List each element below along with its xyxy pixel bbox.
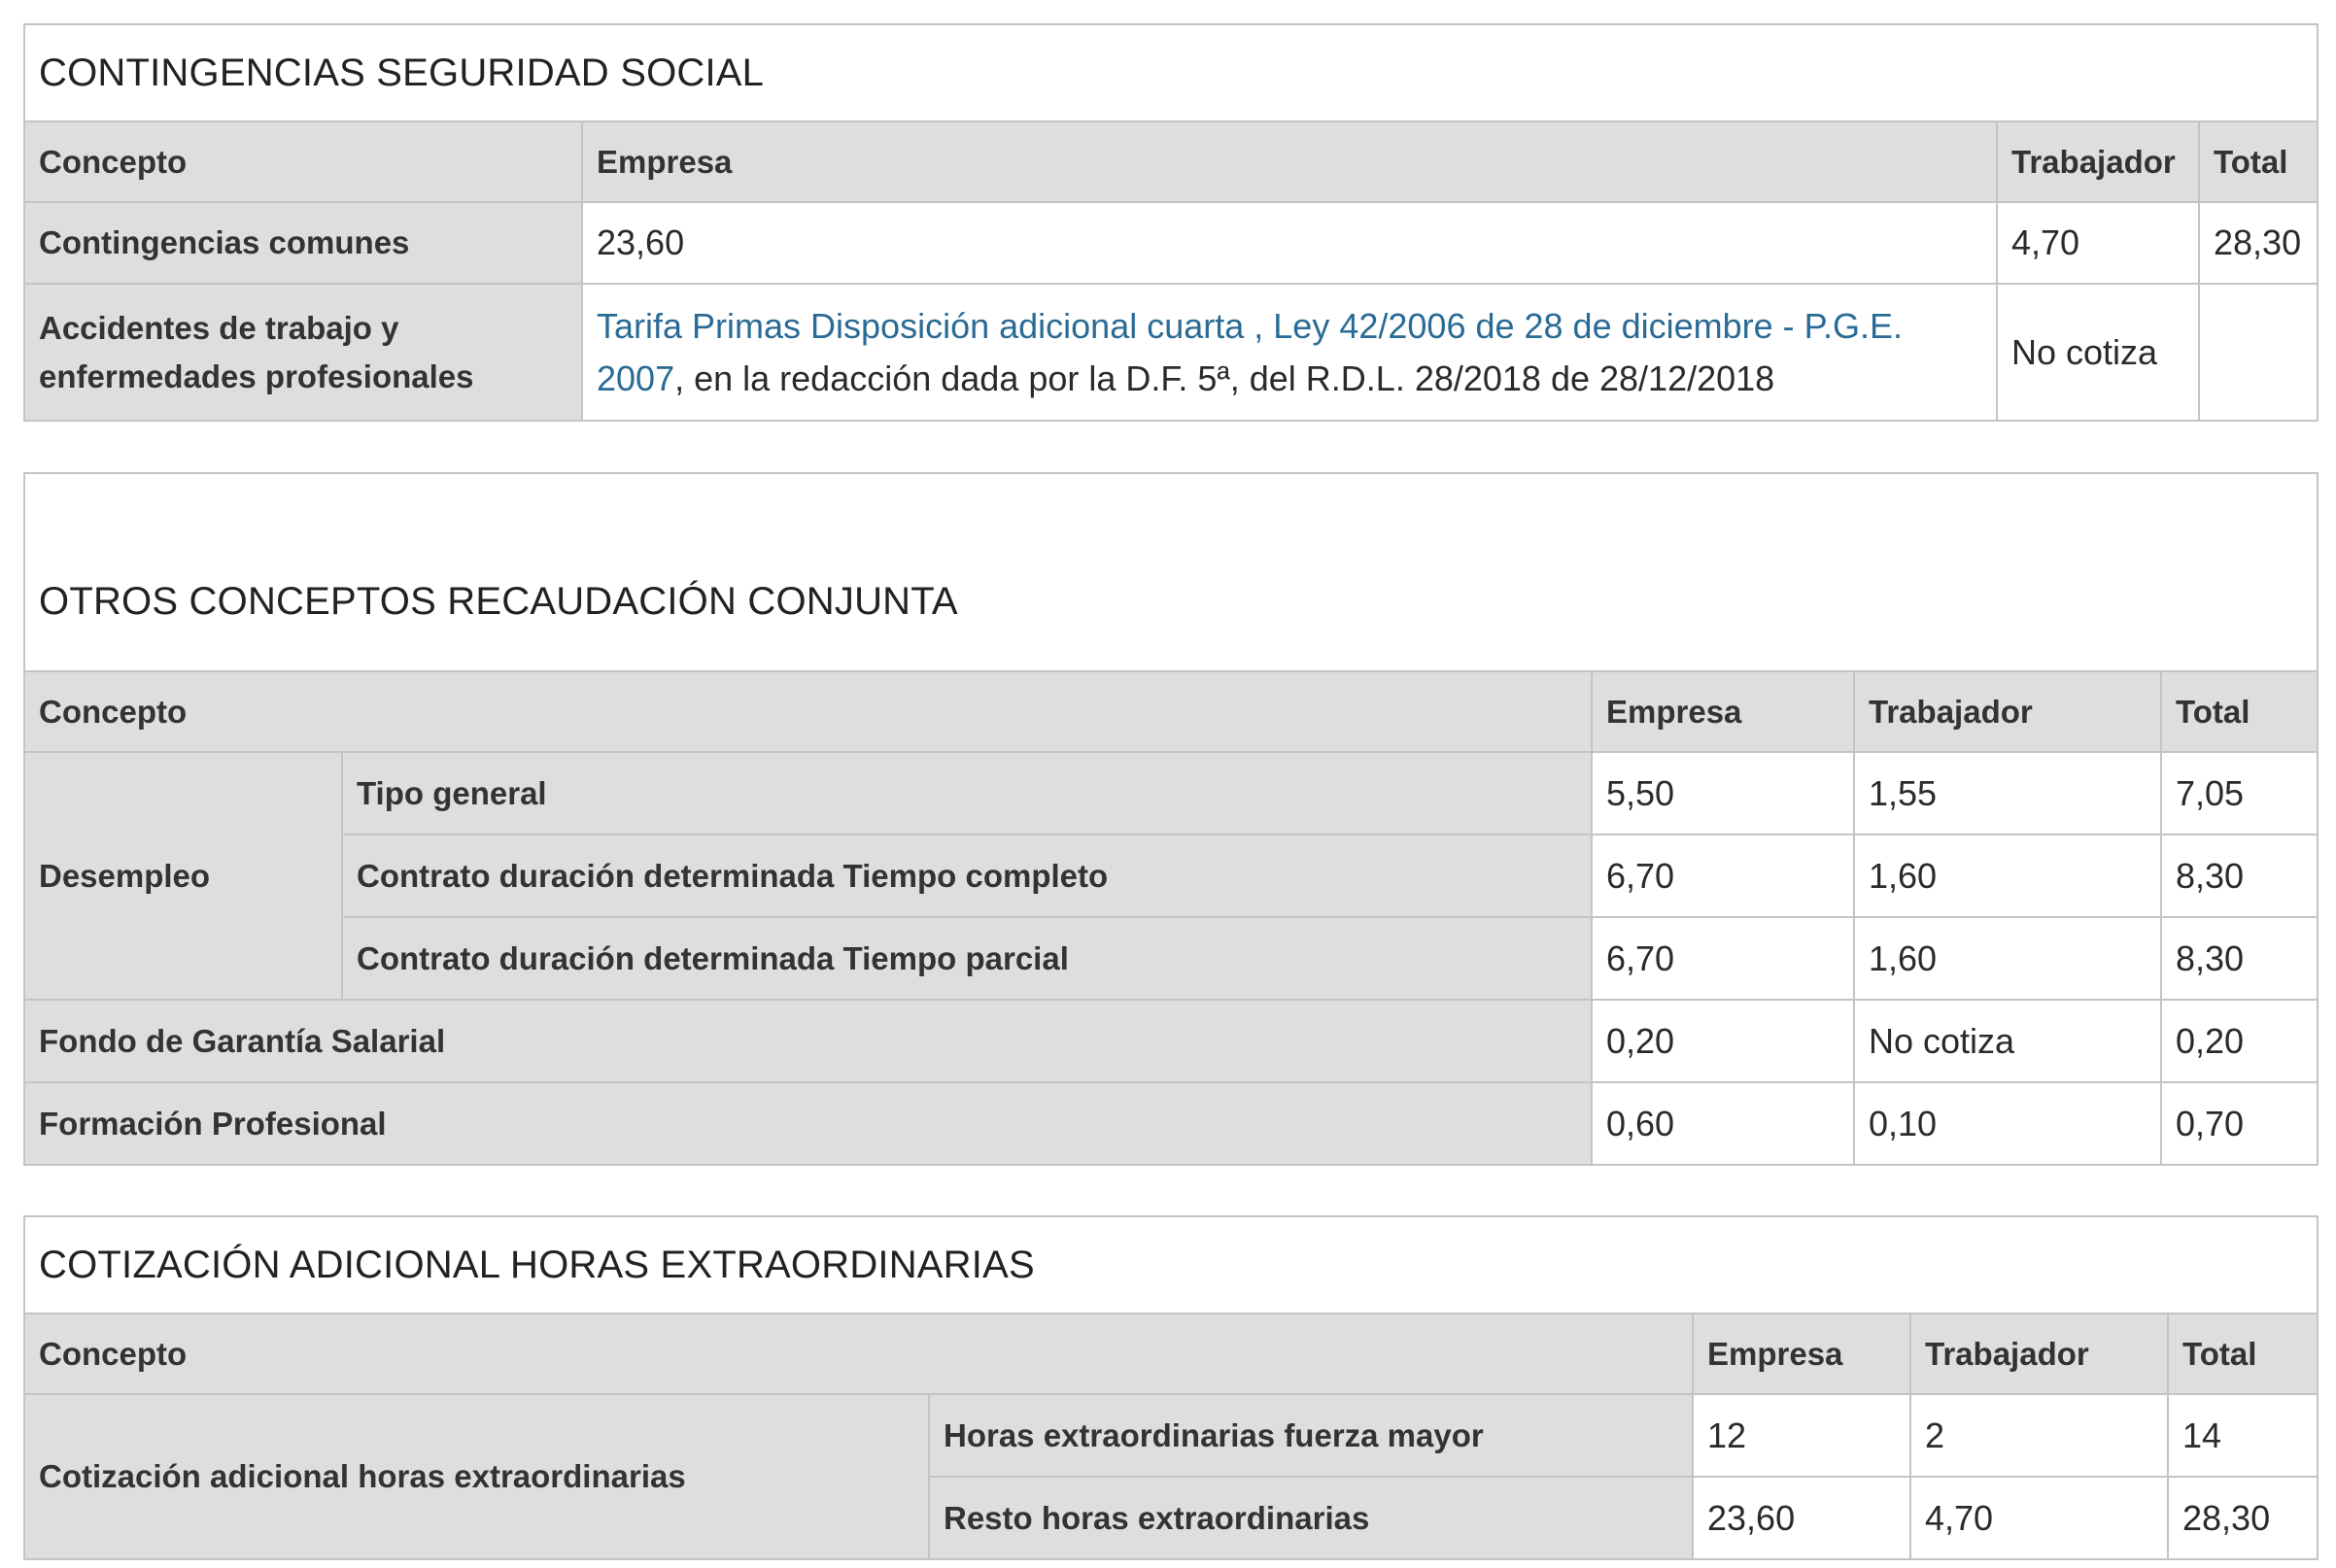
cell-empresa: 6,70 [1592,835,1854,917]
table-title: OTROS CONCEPTOS RECAUDACIÓN CONJUNTA [24,473,2318,671]
cell-empresa: 5,50 [1592,752,1854,835]
cell-empresa: 12 [1693,1394,1910,1477]
row-label: Tipo general [342,752,1592,835]
cell-empresa: 6,70 [1592,917,1854,1000]
row-label: Contrato duración determinada Tiempo completo [342,835,1592,917]
table-row [24,835,2318,917]
header-trabajador: Trabajador [1910,1313,2168,1394]
horas-extraordinarias-table [23,1215,2319,1560]
header-concepto: Concepto [24,121,582,202]
table-row [24,752,2318,835]
cell-trabajador: No cotiza [1997,284,2199,421]
cell-total: 14 [2168,1394,2318,1477]
header-concepto: Concepto [24,671,1592,752]
row-label: Contrato duración determinada Tiempo parcial [342,917,1592,1000]
cell-total: 28,30 [2199,202,2318,284]
header-empresa: Empresa [582,121,1997,202]
cell-total: 7,05 [2161,752,2318,835]
cell-trabajador: 0,10 [1854,1082,2161,1165]
cell-trabajador: 2 [1910,1394,2168,1477]
redaccion-text: , en la redacción dada por la D.F. 5ª, del R.D.L. 28/2018 de 28/12/2018 [674,358,1775,398]
cell-empresa: 23,60 [1693,1477,1910,1559]
header-total: Total [2168,1313,2318,1394]
cell-empresa: 0,20 [1592,1000,1854,1082]
table-row [24,1082,2318,1165]
header-concepto: Concepto [24,1313,1693,1394]
cell-trabajador: 1,55 [1854,752,2161,835]
table-row [24,1394,2318,1477]
cell-empresa: 23,60 [582,202,1997,284]
cell-trabajador: No cotiza [1854,1000,2161,1082]
group-label: Cotización adicional horas extraordinarias [24,1394,929,1559]
row-label: Resto horas extraordinarias [929,1477,1693,1559]
cell-trabajador: 1,60 [1854,835,2161,917]
row-label: Formación Profesional [24,1082,1592,1165]
row-label: Accidentes de trabajo y enfermedades profesionales [24,284,582,421]
cell-trabajador: 4,70 [1910,1477,2168,1559]
table-title: COTIZACIÓN ADICIONAL HORAS EXTRAORDINARIAS [24,1216,2318,1313]
row-label: Horas extraordinarias fuerza mayor [929,1394,1693,1477]
header-total: Total [2199,121,2318,202]
desempleo-label: Desempleo [24,752,342,1000]
cell-empresa-description [582,284,1997,421]
cell-empresa: 0,60 [1592,1082,1854,1165]
cell-total: 0,70 [2161,1082,2318,1165]
table-row [24,1000,2318,1082]
tarifa-primas-link[interactable]: Tarifa Primas Disposición adicional cuarta , Ley 42/2006 de 28 de diciembre - P.G.E. 2007 [597,305,1904,398]
contingencias-table [23,23,2319,422]
header-trabajador: Trabajador [1997,121,2199,202]
cell-total: 28,30 [2168,1477,2318,1559]
cell-total [2199,284,2318,421]
header-empresa: Empresa [1693,1313,1910,1394]
row-label: Fondo de Garantía Salarial [24,1000,1592,1082]
cell-trabajador: 1,60 [1854,917,2161,1000]
table-row [24,284,2318,421]
cell-total: 8,30 [2161,917,2318,1000]
cell-total: 8,30 [2161,835,2318,917]
otros-conceptos-table [23,472,2319,1166]
cell-total: 0,20 [2161,1000,2318,1082]
table-row [24,917,2318,1000]
header-total: Total [2161,671,2318,752]
table-title: CONTINGENCIAS SEGURIDAD SOCIAL [24,24,2318,121]
cell-trabajador: 4,70 [1997,202,2199,284]
table-row [24,202,2318,284]
header-trabajador: Trabajador [1854,671,2161,752]
header-empresa: Empresa [1592,671,1854,752]
row-label: Contingencias comunes [24,202,582,284]
